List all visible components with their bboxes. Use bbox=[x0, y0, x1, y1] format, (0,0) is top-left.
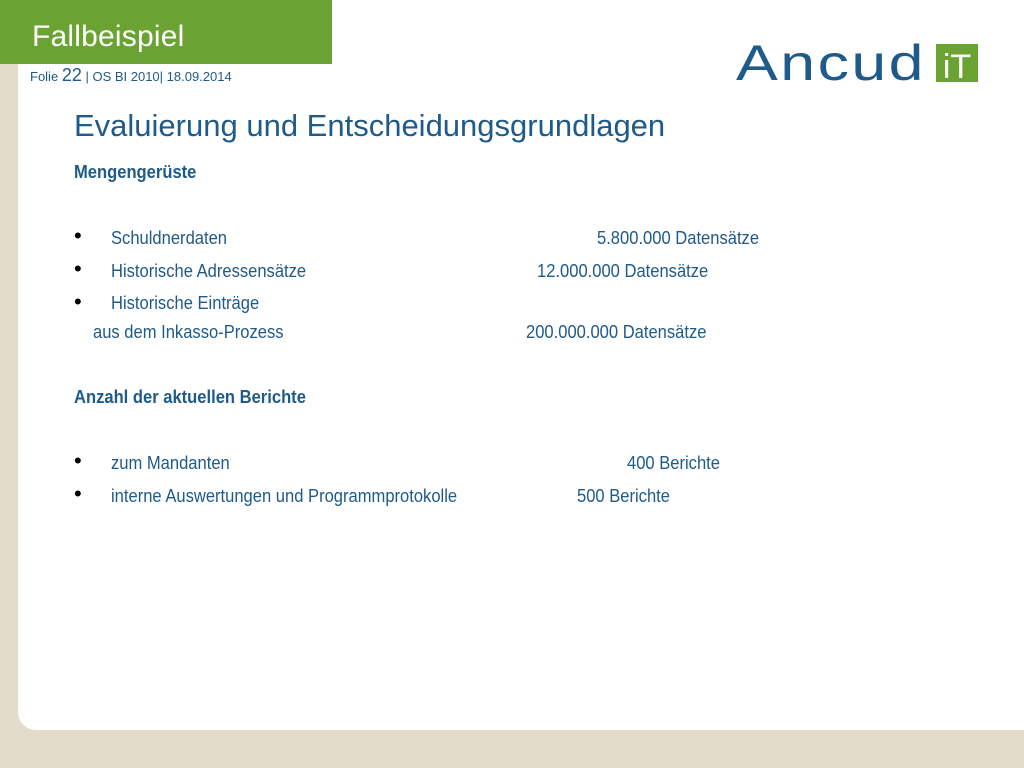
bullet-icon: • bbox=[74, 223, 82, 248]
item-label: Historische Adressensätze bbox=[111, 261, 307, 281]
bullet-icon: • bbox=[74, 289, 82, 314]
ancud-logo bbox=[736, 40, 982, 84]
item-value: 400 Berichte bbox=[627, 453, 720, 473]
item-label: zum Mandanten bbox=[111, 453, 230, 473]
section-label: Fallbeispiel bbox=[32, 20, 185, 53]
section-tab bbox=[0, 0, 332, 64]
folie-label: Folie bbox=[30, 69, 59, 84]
item-value: 200.000.000 Datensätze bbox=[526, 322, 707, 342]
item-value: 500 Berichte bbox=[577, 486, 670, 506]
item-label-continued: aus dem Inkasso-Prozess bbox=[93, 322, 284, 342]
item-label: interne Auswertungen und Programmprotokolle bbox=[111, 486, 458, 506]
item-value: 5.800.000 Datensätze bbox=[597, 228, 760, 248]
meta-text: | OS BI 2010| 18.09.2014 bbox=[85, 69, 232, 84]
slide-number: 22 bbox=[61, 65, 82, 85]
item-label: Historische Einträge bbox=[111, 293, 260, 313]
bullet-icon: • bbox=[74, 448, 82, 473]
item-value: 12.000.000 Datensätze bbox=[537, 261, 709, 281]
logo-badge-text: iT bbox=[942, 48, 972, 84]
background-strip bbox=[0, 0, 18, 768]
section-heading: Mengengerüste bbox=[74, 162, 197, 182]
slide-title: Evaluierung und Entscheidungsgrundlagen bbox=[74, 108, 666, 143]
slide-meta bbox=[30, 65, 232, 86]
section-heading: Anzahl der aktuellen Berichte bbox=[74, 387, 306, 407]
logo-wordmark: Ancud bbox=[736, 40, 926, 84]
item-label: Schuldnerdaten bbox=[111, 228, 228, 248]
bullet-icon: • bbox=[74, 481, 82, 506]
bullet-icon: • bbox=[74, 256, 82, 281]
